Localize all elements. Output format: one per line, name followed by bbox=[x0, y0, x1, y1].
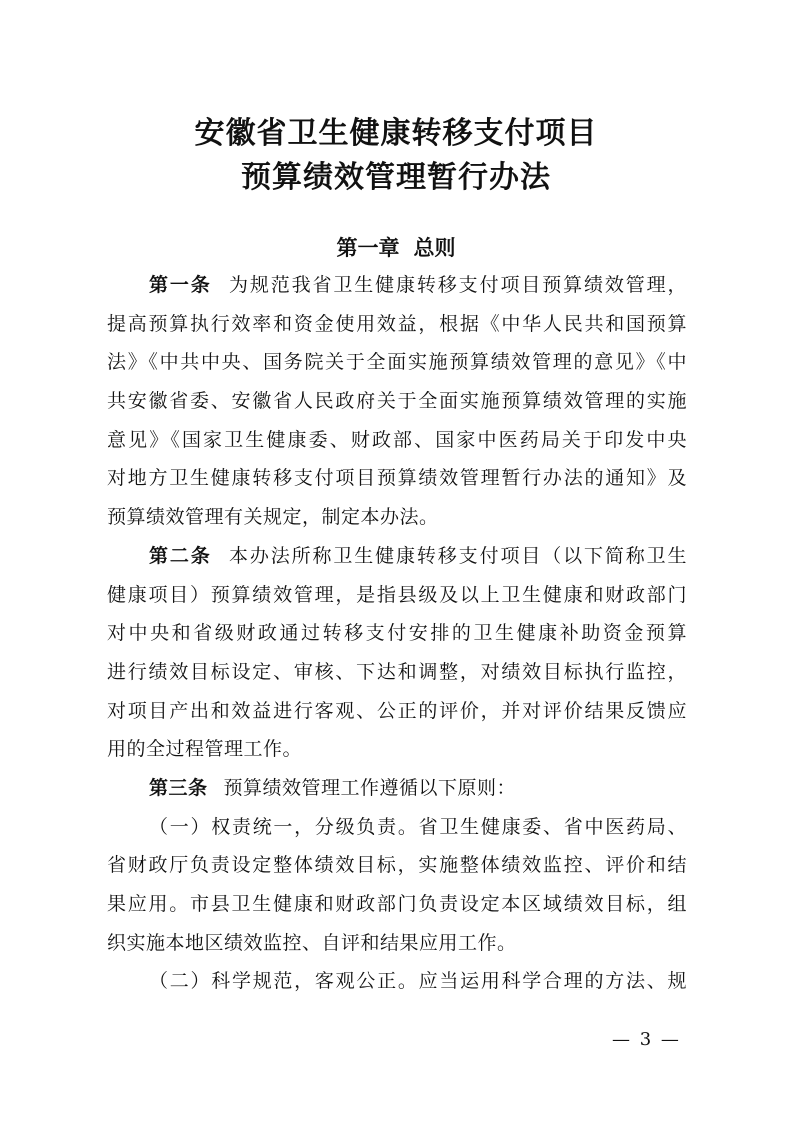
principle-2-first-line: （二）科学规范，客观公正。应当运用科学合理的方法、规 bbox=[149, 970, 687, 993]
article-1-line: 对地方卫生健康转移支付项目预算绩效管理暂行办法的通知》及 bbox=[107, 467, 687, 490]
article-2-first-line bbox=[107, 537, 687, 576]
article-1-label: 第一条 bbox=[149, 274, 212, 296]
article-1-line: 意见》《国家卫生健康委、财政部、国家中医药局关于印发中央 bbox=[107, 428, 687, 451]
document-title-line-2: 预算绩效管理暂行办法 bbox=[241, 160, 551, 195]
document-title bbox=[0, 112, 792, 200]
article-2-line: 用的全过程管理工作。 bbox=[107, 738, 303, 761]
article-3-first-line bbox=[107, 769, 687, 808]
principle-1-line: 果应用。市县卫生健康和财政部门负责设定本区域绩效目标，组 bbox=[107, 893, 687, 915]
principle-1-first-line: （一）权责统一，分级负责。省卫生健康委、省中医药局、 bbox=[149, 815, 687, 838]
article-3-label: 第三条 bbox=[149, 776, 208, 799]
article-2-line: 对中央和省级财政通过转移支付安排的卫生健康补助资金预算 bbox=[107, 622, 687, 645]
article-1-line: 提高预算执行效率和资金使用效益，根据《中华人民共和国预算 bbox=[107, 312, 687, 335]
article-2-text: 本办法所称卫生健康转移支付项目（以下简称卫生 bbox=[227, 544, 687, 567]
chapter-number: 第一章 bbox=[336, 236, 400, 260]
chapter-heading bbox=[0, 233, 792, 263]
article-3-text: 预算绩效管理工作遵循以下原则： bbox=[223, 776, 517, 799]
article-1-line: 预算绩效管理有关规定，制定本办法。 bbox=[107, 506, 439, 529]
article-2-line: 进行绩效目标设定、审核、下达和调整，对绩效目标执行监控， bbox=[107, 660, 687, 683]
document-body bbox=[107, 266, 687, 1001]
article-1-first-line bbox=[107, 266, 687, 305]
chapter-name: 总则 bbox=[413, 236, 456, 260]
article-1-text: 为规范我省卫生健康转移支付项目预算绩效管理， bbox=[227, 274, 687, 296]
principle-1-line: 织实施本地区绩效监控、自评和结果应用工作。 bbox=[107, 931, 517, 954]
article-2-line: 对项目产出和效益进行客观、公正的评价，并对评价结果反馈应 bbox=[107, 699, 687, 722]
article-1-line: 法》《中共中央、国务院关于全面实施预算绩效管理的意见》《中 bbox=[107, 351, 687, 374]
article-2-label: 第二条 bbox=[149, 544, 212, 567]
page-number: — 3 — bbox=[612, 1029, 681, 1050]
article-2-line: 健康项目）预算绩效管理，是指县级及以上卫生健康和财政部门 bbox=[107, 583, 687, 606]
article-1-line: 共安徽省委、安徽省人民政府关于全面实施预算绩效管理的实施 bbox=[107, 390, 687, 413]
principle-1-line: 省财政厅负责设定整体绩效目标，实施整体绩效监控、评价和结 bbox=[107, 854, 687, 877]
document-title-line-1: 安徽省卫生健康转移支付项目 bbox=[194, 116, 598, 151]
